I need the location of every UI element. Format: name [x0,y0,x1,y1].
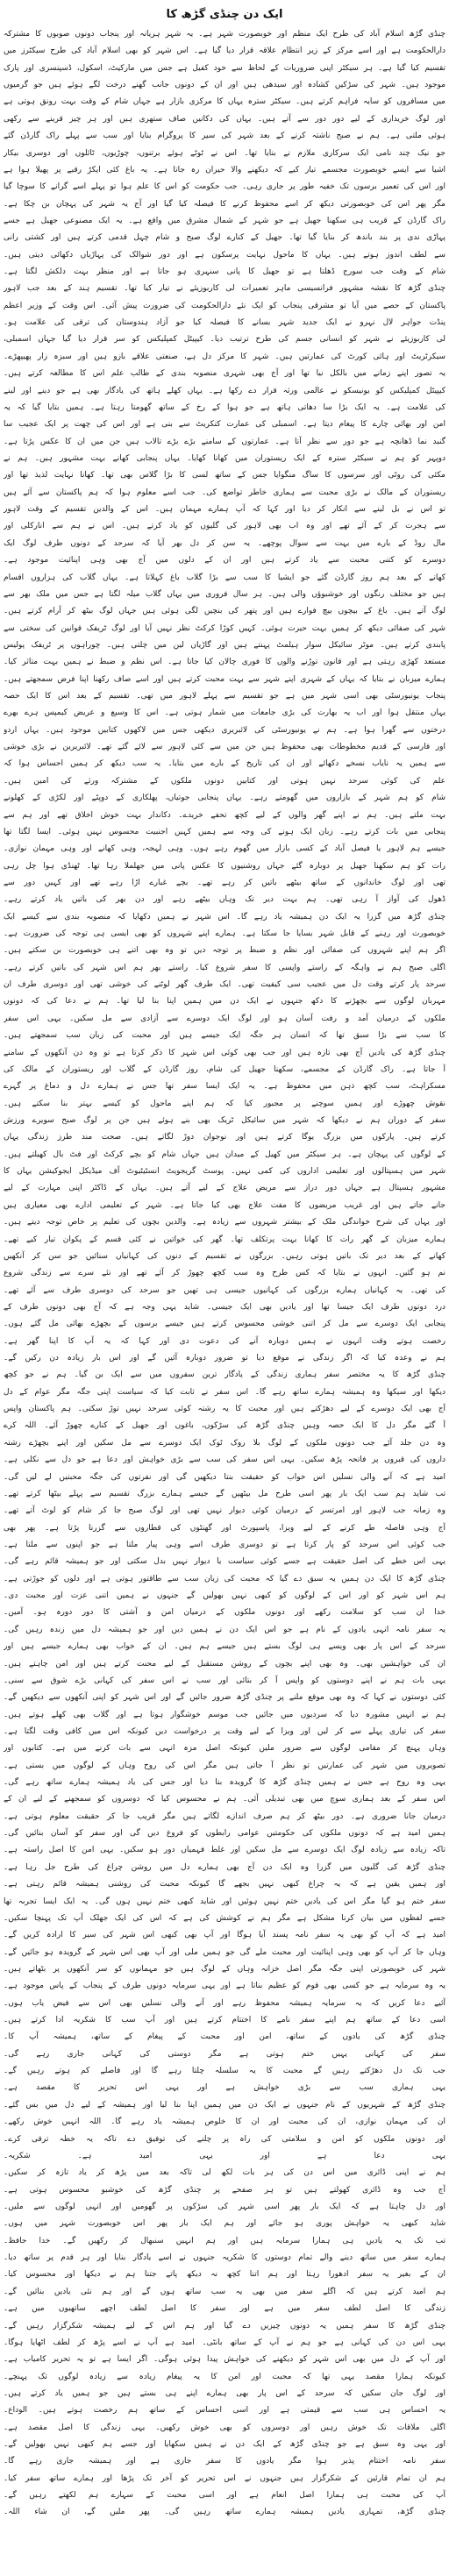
text-line: چنڈی گڑھ کا ایک دن ہمیں یہ سبق دے گیا کہ محبت کی زبان سب سے طاقتور ہوتی ہے اور دلوں کو جوڑتی ہے۔ [4,1574,445,1583]
text-line: سے ہجرت کر کے آئے تھے اور وہ اب بھی لاہور کی گلیوں کو یاد کرتے ہیں۔ اس نے ہم سے انارکلی اور [4,522,445,531]
text-line: ہم ان تمام قارئین کے شکرگزار ہیں جنہوں نے اس تحریر کو آخر تک پڑھا اور ہمارے ساتھ سفر کیا۔ [4,2473,445,2483]
text-line: ہم نے وعدہ کیا کہ اگر زندگی نے موقع دیا تو ضرور دوبارہ آئیں گے اور اس بار زیادہ دن رکیں گے۔ [4,1354,445,1363]
text-line: کی تھی۔ یہ کہانیاں ہمارے بزرگوں کی کہانیوں جیسی ہی تھیں جو سرحد کی دوسری طرف سے آئے تھے۔ [4,1285,445,1295]
text-line: یہی اس دن کی کہانی ہے جو ہم نے آپ کے ساتھ بانٹی۔ امید ہے آپ نے اسے پڑھ کر لطف اٹھایا ہوگا۔ [4,2338,445,2347]
text-line: کیونکہ ہمارا مقصد یہی تھا کہ محبت اور امن کا یہ پیغام زیادہ سے زیادہ لوگوں تک پہنچے۔ [4,2372,445,2381]
text-line: اگر ہم اپنے شہروں کی صفائی اور نظم و ضبط پر توجہ دیں تو وہ بھی اتنے ہی خوبصورت بن سکتے ہیں۔ [4,946,445,956]
text-line: راک گارڈن کے قریب ہی سکھنا جھیل ہے جو شہر کے شمال مشرق میں واقع ہے۔ یہ ایک مصنوعی جھیل ہے جسے [4,216,445,225]
text-line: چنڈی گڑھ کی یادیں آج بھی تازہ ہیں اور جب بھی کوئی اس شہر کا ذکر کرتا ہے تو وہ دن آنکھوں کے سامنے [4,1048,445,1057]
text-line: اور ہمیں یقین ہے کہ یہ چراغ کبھی نہیں بجھے گا کیونکہ محبت کی روشنی ہمیشہ قائم رہتی ہے۔ [4,1880,445,1889]
text-line: کا سب سے بڑا سبق تھا کہ انسان ہر جگہ ایک جیسے ہیں اور محبت کی زبان سب سمجھتے ہیں۔ [4,1031,445,1041]
text-line: اور لوگ خریداری کے لیے دور دور سے آتے ہیں۔ یہاں کی دکانیں صاف ستھری ہیں اور ہر چیز قرینے سے رکھی [4,114,445,124]
text-line: میں مسافروں کو سایہ فراہم کرتے ہیں۔ سیکٹر سترہ یہاں کا مرکزی بازار ہے جہاں شام کے وقت بہت رونق ہوتی ہے [4,97,445,107]
text-line: شام کو ہم شہر کے بازاروں میں گھومتے رہے۔ یہاں پنجابی جوتیاں، پھلکاری کے دوپٹے اور لکڑی کے کھلونے [4,793,445,803]
text-line: آپ کی محبت ہی ہمارا اصل انعام ہے اور اسی محبت کے سہارے ہم لکھتے رہیں گے۔ [4,2491,445,2501]
text-line: آ جاتا ہے۔ راک گارڈن کے مجسمے، سکھنا جھیل کی شام، روز گارڈن کے گلاب اور ریستوران کے مالک کی [4,1064,445,1074]
text-line: سفر کے دوران ہم نے دیکھا کہ شہر میں سائیکل ٹریک بھی بنے ہوئے ہیں جن پر لوگ صبح سویرے ورزش [4,1116,445,1125]
text-line: کھانے کے بعد دیر تک باتیں ہوتی رہیں۔ بزرگوں نے تقسیم کے دنوں کی کہانیاں سنائیں جو سن کر آنکھیں [4,1251,445,1261]
text-line: تصویروں میں شہر کی عمارتیں تو نظر آ جاتی ہیں مگر اس کی روح وہاں کے لوگوں میں بستی ہے۔ [4,1761,445,1770]
text-line: پاکستان کے حصے میں آیا تو مشرقی پنجاب کو ایک نئے دارالحکومت کی ضرورت پیش آئی۔ اس وقت کے وزیر اعظم [4,301,445,310]
text-line: اس سفر کے بعد ہماری سوچ میں بھی تبدیلی آئی۔ ہم نے محسوس کیا کہ دوسروں کو سمجھنے کے لیے ان کے [4,1795,445,1804]
text-line: بہت ملتے ہیں۔ ہم نے اپنے گھر والوں کے لیے کچھ تحفے خریدے۔ دکاندار بہت خوش اخلاق تھے اور ہم سے [4,810,445,820]
text-line: کئی دوستوں نے کہا کہ وہ بھی موقع ملنے پر چنڈی گڑھ ضرور جائیں گے اور اس شہر کو اپنی آنکھوں سے دیکھیں گے۔ [4,1693,445,1703]
text-line: تاکہ زیادہ سے زیادہ لوگ ایک دوسرے سے مل سکیں اور غلط فہمیاں دور ہو سکیں۔ یہی امن کا اصل راستہ ہے۔ [4,1846,445,1855]
text-line: آج بھی ایک دوسرے کے لیے دھڑکتے ہیں اور محبت کا یہ رشتہ کوئی سرحد نہیں توڑ سکتی۔ ہم پاکستان واپس [4,1405,445,1414]
text-line: یہی بات ہم نے اپنے دوستوں کو واپس آ کر بتائی اور سب نے اس سفر کی کہانی بڑے شوق سے سنی۔ [4,1676,445,1685]
text-line: اگلی صبح ہم نے واہگہ کے راستے واپسی کا سفر شروع کیا۔ راستے بھر ہم اس شہر کی باتیں کرتے رہے۔ [4,963,445,972]
text-line: دوسرے کو کتنی محبت سے یاد کرتے ہیں اور ان کے دلوں میں آج بھی وہی اپنائیت موجود ہے۔ [4,556,445,566]
text-line: درمیان جانا ضروری ہے۔ دور بیٹھ کر ہم صرف اندازے لگاتے ہیں مگر قریب جا کر حقیقت معلوم ہوتی ہے۔ [4,1811,445,1821]
text-line: اور اس کی تعمیر برسوں تک خفیہ طور پر جاری رہی۔ جب حکومت کو اس کا علم ہوا تو پہلے اسے گرانے کا سوچا گیا [4,182,445,192]
text-line: جیسے ہم لاہور یا فیصل آباد کے کسی بازار میں گھوم رہے ہوں۔ وہی لہجہ، وہی کھانے اور وہی مہمان نوازی۔ [4,844,445,854]
text-line: یہاں منتقل ہوا اور اب یہ بھارت کی بڑی جامعات میں شمار ہوتی ہے۔ اس کا وسیع و عریض کیمپس ہرے بھرے [4,708,445,718]
text-line: شام کے وقت جب سورج ڈھلتا ہے تو جھیل کا پانی سنہری ہو جاتا ہے اور منظر بہت دلکش لگتا ہے۔ [4,267,445,277]
text-line: آج جب وہ ڈائری کھولتے ہیں تو ہر صفحے پر چنڈی گڑھ کی خوشبو محسوس ہوتی ہے۔ [4,2185,445,2195]
text-line: مہربان لوگوں سے بچھڑنے کا دکھ جنہوں نے ایک دن میں ہمیں اپنا بنا لیا تھا۔ ہم نے دعا کی کہ دونوں [4,997,445,1007]
text-line: یہی وہ روح ہے جس نے ہمیں چنڈی گڑھ کا گرویدہ بنا دیا اور جس کی یاد ہمیشہ ہمارے ساتھ رہے گی۔ [4,1778,445,1788]
text-line: پنجابی ایک دوسرے سے مل کر اتنی خوشی محسوس کرتے ہیں جیسے برسوں کے بچھڑے بھائی مل گئے ہوں۔ [4,1320,445,1329]
column-body [4,26,445,2572]
text-line: جسے لفظوں میں بیان کرنا مشکل ہے مگر ہم نے کوشش کی ہے کہ اس کی ایک جھلک آپ تک پہنچا سکیں۔ [4,1913,445,1923]
text-line: سفر کی تیاری پہلے سے کر لیں اور ویزا کے لیے وقت پر درخواست دیں کیونکہ اس میں کافی وقت لگتا ہے۔ [4,1726,445,1736]
text-line: جب کوئی اس سرحد کو پار کرتا ہے تو دوسری طرف اسے وہی پیار ملتا ہے جو اپنوں سے ملتا ہے۔ [4,1540,445,1549]
text-line: علم کی کوئی سرحد نہیں ہوتی اور کتابیں دونوں ملکوں کے مشترکہ ورثے کی امین ہیں۔ [4,776,445,786]
text-line: درختوں سے گھرا ہوا ہے۔ ہم نے یونیورسٹی کی لائبریری دیکھی جس میں لاکھوں کتابیں موجود ہیں۔ یہاں اردو [4,725,445,735]
text-line: ہم نے اپنی ڈائری میں اس دن کی ہر بات لکھ لی تاکہ بعد میں پڑھ کر یاد تازہ کر سکیں۔ [4,2168,445,2178]
text-line: چنڈی گڑھ کا یہ مختصر سفر ہماری زندگی کے یادگار ترین سفروں میں سے ایک بن گیا۔ ہم نے جو کچھ [4,1370,445,1380]
text-line: مال روڈ کے بارے میں بہت سے سوال پوچھے۔ یہ سن کر دل بھر آیا کہ سرحد کے دونوں طرف لوگ ایک [4,538,445,548]
text-line: اور یہاں کی شرح خواندگی ملک کے بیشتر شہروں سے زیادہ ہے۔ والدین بچوں کی تعلیم پر خاص توجہ دیتے ہیں۔ [4,1218,445,1228]
text-line: مکئی کی روٹی اور سرسوں کا ساگ منگوایا جس کے ساتھ لسی کا بڑا گلاس بھی تھا۔ کھانا نہایت لذیذ تھا اور [4,471,445,480]
text-line: یہ احساس ہی سب سے قیمتی ہے اور اسی احساس کے ساتھ ہم رخصت ہوتے ہیں۔ الوداع۔ [4,2406,445,2416]
text-line: اشیا سے ایسے خوبصورت مجسمے تیار کیے کہ دیکھنے والا حیران رہ جاتا ہے۔ یہ باغ کئی ایکڑ رقبے پر پھیلا ہوا ہے [4,165,445,174]
text-line: وہاں جا کر آپ کو بھی وہی اپنائیت اور محبت ملے گی جو ہمیں ملی اور آپ بھی اس شہر کے گرویدہ ہو جائیں گے۔ [4,1947,445,1957]
text-line: سفر نامہ اختتام پذیر ہوا مگر یادوں کا سفر جاری ہے اور ہمیشہ جاری رہے گا۔ [4,2457,445,2466]
text-line: کرتے ہیں۔ پارکوں میں بزرگ یوگا کرتے ہیں اور نوجوان دوڑ لگاتے ہیں۔ صحت مند طرز زندگی یہاں [4,1133,445,1142]
text-line: تب شاید ہم سب ایک بار پھر اسی طرح مل بیٹھیں گے جیسے ہمارے بزرگ تقسیم سے پہلے بیٹھا کرتے تھے۔ [4,1489,445,1498]
text-line: تب تک یہ یادیں ہی ہمارا سرمایہ ہیں اور ہم انہیں سنبھال کر رکھیں گے۔ خدا حافظ۔ [4,2236,445,2245]
text-line: تو اس نے بل لینے سے انکار کر دیا اور کہا کہ آپ ہمارے مہمان ہیں۔ اس کے والدین تقسیم کے وقت لاہور [4,505,445,515]
text-line: جب تک دل دھڑکتے رہیں گے محبت کا یہ سلسلہ چلتا رہے گا اور فاصلے کم ہوتے رہیں گے۔ [4,2067,445,2076]
text-line: وہ دن جلد آئے جب دونوں ملکوں کے لوگ بلا روک ٹوک ایک دوسرے سے مل سکیں اور اپنے بچھڑے رشتہ [4,1438,445,1448]
text-line: اسی دعا کے ساتھ ہم اپنے سفر نامے کا اختتام کرتے ہیں اور آپ سب کا شکریہ ادا کرتے ہیں۔ [4,2016,445,2025]
text-line: ہم اس شہر کو اور اس کے لوگوں کو کبھی نہیں بھولیں گے جنہوں نے ہمیں اتنی عزت اور محبت دی۔ [4,1591,445,1601]
text-line: یہی اس خطے کی اصل حقیقت ہے جسے کوئی سیاست یا دیوار نہیں بدل سکتی اور جو ہمیشہ قائم رہے گی۔ [4,1557,445,1567]
text-line: سرحد کے اس پار بھی ویسے ہی لوگ بستے ہیں جیسے ہم ہیں۔ ان کے خواب بھی ہمارے جیسے ہیں اور [4,1642,445,1652]
text-line: ہوئی ملتی ہے۔ ہم نے صبح ناشتہ کرنے کے بعد شہر کی سیر کا پروگرام بنایا اور سب سے پہلے راک گارڈن گئے [4,132,445,141]
text-line: اگلی ملاقات تک خوش رہیں اور دوسروں کو بھی خوش رکھیں۔ یہی زندگی کا اصل مقصد ہے۔ [4,2423,445,2432]
text-line: کیپیٹل کمپلیکس کو یونیسکو نے عالمی ورثہ قرار دے رکھا ہے۔ یہاں کھلے ہاتھ کی یادگار بھی ہے جو دینے اور لینے [4,386,445,395]
text-line: آئیے دعا کریں کہ یہ سرمایہ ہمیشہ محفوظ رہے اور آنے والی نسلیں بھی اس سے فیض یاب ہوں۔ [4,1998,445,2008]
text-line: مستعد کھڑی رہتی ہے اور قانون توڑنے والوں کا فوری چالان کیا جاتا ہے۔ اس نظم و ضبط نے ہمیں بہت متاثر کیا۔ [4,658,445,667]
text-line: دارالحکومت ہے اور اسے مرکز کے زیر انتظام علاقہ قرار دیا گیا ہے۔ اس شہر کو بھی اسلام آباد کی طرح سیکٹرز میں [4,46,445,56]
text-line: رخصت ہوتے وقت انہوں نے ہمیں دوبارہ آنے کی دعوت دی اور کہا کہ یہ آپ کا اپنا گھر ہے۔ [4,1336,445,1346]
text-line: یہ وہ سرمایہ ہے جو کسی بھی قوم کو عظیم بناتا ہے اور یہی سرمایہ دونوں طرف کے پنجاب کے پاس موجود ہے۔ [4,1982,445,1991]
text-line: سیکرٹریٹ اور ہائی کورٹ کی عمارتیں ہیں۔ شہر کا مرکز دل ہے، صنعتی علاقے بازو ہیں اور سبزہ زار پھیپھڑے۔ [4,352,445,361]
text-line: ہم امید کرتے ہیں کہ اگلے سفر میں بھی یہ سب ساتھ ہوں گے اور ہم نئی یادیں بنائیں گے۔ [4,2287,445,2296]
text-line: چنڈی گڑھ کے شہریوں کے نام جنہوں نے ایک دن میں ہمیں اپنا بنا لیا اور ہمیشہ کے لیے دل میں بس گئے۔ [4,2100,445,2110]
text-line: یہی دعا ہے اور یہی امید ہے۔ شکریہ۔ [4,2151,445,2160]
text-line: سے لطف اندوز ہوتے ہیں۔ یہاں کا ماحول نہایت پرسکون ہے اور دور شوالک کی پہاڑیاں دکھائی دیتی ہیں۔ [4,250,445,260]
text-line: تھی اور لوگ خاندانوں کے ساتھ بیٹھے باتیں کر رہے تھے۔ بچے غبارے اڑا رہے تھے اور کہیں دور سے [4,878,445,887]
text-line: اور دونوں ملکوں کو امن و سلامتی کی راہ پر چلنے کی توفیق دے تاکہ یہ خطہ ترقی کرے۔ [4,2134,445,2144]
text-line: چنڈی گڑھ کا نقشہ مشہور فرانسیسی ماہر تعمیرات لی کاربوزیئے نے تیار کیا تھا۔ تقسیم ہند کے بعد جب لاہور [4,284,445,294]
text-line: نم ہو گئیں۔ انہوں نے بتایا کہ کس طرح وہ سب کچھ چھوڑ کر آئے تھے اور نئے سرے سے زندگی شروع [4,1269,445,1278]
text-line: امن اور بھائی چارے کا پیغام دیتا ہے۔ اسمبلی کی عمارت کنکریٹ سے بنی ہے اور اس کی چھت پر ایک عجیب سا [4,420,445,430]
text-line: ریستوران کے مالک نے بڑی محبت سے ہماری خاطر تواضع کی۔ جب اسے معلوم ہوا کہ ہم پاکستان سے آئے ہیں [4,487,445,497]
text-line: یہ تصور اپنے زمانے میں بالکل نیا تھا اور آج بھی شہری منصوبہ بندی کے طالب علم اس کا مطالعہ کرتے ہیں۔ [4,369,445,379]
text-line: پنڈت جواہر لال نہرو نے ایک جدید شہر بسانے کا فیصلہ کیا جو آزاد ہندوستان کی ترقی کی علامت ہو۔ [4,318,445,328]
text-line: اور لوگ جان سکیں کہ سرحد کے اس پار بھی ہمارے اپنے ہی بستے ہیں جو ہمیں یاد کرتے ہیں۔ [4,2388,445,2398]
text-line: شہر میں ہسپتالوں اور تعلیمی اداروں کی کمی نہیں۔ پوسٹ گریجویٹ انسٹیٹیوٹ آف میڈیکل ایجوکیشن یہاں کا [4,1167,445,1177]
text-line: ہمیں امید ہے کہ دونوں ملکوں کی حکومتیں عوامی رابطوں کو فروغ دیں گی اور سفر کو آسان بنائیں گی۔ [4,1829,445,1839]
text-line: اور یہی وہ سبق ہے جو چنڈی گڑھ کے ایک دن نے ہمیں سکھایا اور جسے ہم کبھی نہیں بھولیں گے۔ [4,2440,445,2450]
text-line: امید ہے کہ آپ کو بھی یہ سفر نامہ پسند آیا ہوگا اور آپ بھی کبھی اس شہر کی سیر کا ارادہ کریں گے۔ [4,1931,445,1940]
text-line: درد دونوں طرف ایک جیسا تھا اور یادیں بھی ایک جیسی۔ شاید یہی وجہ ہے کہ آج بھی دونوں طرف کے [4,1302,445,1312]
text-line: کی علامت ہے۔ یہ ایک بڑا سا دھاتی ہاتھ ہے جو ہوا کے رخ کے ساتھ گھومتا رہتا ہے۔ ہمیں بتایا گیا کہ یہ [4,402,445,412]
text-line: گنبد نما ڈھانچہ ہے جو دور سے نظر آتا ہے۔ عمارتوں کے سامنے بڑے بڑے تالاب ہیں جن میں ان کا عکس پڑتا ہے۔ [4,437,445,446]
text-line: چنڈی گڑھ کا سفر ہمیں یہ دونوں چیزیں دے گیا اور ہم اس کے لیے ہمیشہ شکرگزار رہیں گے۔ [4,2321,445,2330]
text-line: اور دل چاہتا ہے کہ ایک بار پھر اسی شہر کی سڑکوں پر گھومیں اور انہی لوگوں سے ملیں۔ [4,2202,445,2211]
text-line: سرحد پار کرتے وقت دل میں عجیب سی کیفیت تھی۔ ایک طرف گھر لوٹنے کی خوشی تھی اور دوسری طرف ان [4,980,445,990]
text-line: ہم نے انہیں مشورہ دیا کہ سردیوں میں جائیں جب موسم خوشگوار ہوتا ہے اور گلاب بھی کھلے ہوتے ہیں۔ [4,1710,445,1719]
text-line: یہی ہماری سب سے بڑی خواہش ہے اور یہی اس تحریر کا مقصد ہے۔ [4,2083,445,2093]
text-line: دیکھا اور سیکھا وہ ہمیشہ ہمارے ساتھ رہے گا۔ اس سفر نے ثابت کیا کہ سیاست اپنی جگہ مگر عوام کے دل [4,1387,445,1397]
text-line: پنجاب یونیورسٹی بھی اسی شہر میں ہے جو تقسیم سے پہلے لاہور میں تھی۔ تقسیم کے بعد اس کا ایک حصہ [4,692,445,701]
text-line: نقوش چھوڑے اور ہمیں سوچنے پر مجبور کیا کہ ہم اپنے ماحول کو کیسے بہتر بنا سکتے ہیں۔ [4,1099,445,1108]
text-line: چنڈی گڑھ، تمہاری یادیں ہمیشہ ہمارے ساتھ رہیں گی۔ پھر ملیں گے، ان شاء اللہ۔ [4,2508,445,2517]
text-line: خوبصورت اور رہنے کے قابل شہر بسایا جا سکتا ہے۔ ہمارے اپنے شہروں کو بھی ایسی ہی توجہ کی ضرورت ہے۔ [4,929,445,939]
text-line: ہیں جو مختلف رنگوں اور خوشبوؤں والی ہیں۔ ہر سال فروری میں یہاں گلاب میلہ لگتا ہے جس میں ملک بھر سے [4,589,445,599]
text-line: چنڈی گڑھ اسلام آباد کی طرح ایک منظم اور خوبصورت شہر ہے۔ یہ شہر ہریانہ اور پنجاب دونوں صوبوں کا مشترکہ [4,30,445,39]
text-line: جو نیک چند نامی ایک سرکاری ملازم نے بنایا تھا۔ اس نے ٹوٹے ہوئے برتنوں، چوڑیوں، ٹائلوں اور دوسری بیکار [4,148,445,158]
text-line: مسکراہٹ، سب کچھ ذہن میں محفوظ ہے۔ یہ ایک ایسا سفر تھا جس نے ہمارے دل و دماغ پر گہرے [4,1082,445,1092]
text-line: سے ہمیں یہ نایاب نسخے دکھائے اور ان کی تاریخ کے بارے میں بتایا۔ یہ سب دیکھ کر ہمیں احساس ہوا کہ [4,759,445,769]
text-line: ہمارے سفر میں ساتھ دینے والے تمام دوستوں کا شکریہ جنہوں نے اسے یادگار بنایا اور ہر قدم پر ساتھ دیا۔ [4,2253,445,2263]
text-line: مشہور ہسپتال ہے جہاں دور دراز سے مریض علاج کے لیے آتے ہیں۔ یہاں کے ڈاکٹر اپنی مہارت کے لیے [4,1184,445,1193]
text-line: پابندی کرتے ہیں۔ موٹر سائیکل سوار ہیلمٹ پہنتے ہیں اور گاڑیاں لین میں چلتی ہیں۔ چوراہوں پر ٹریفک پولیس [4,640,445,650]
text-line: چنڈی گڑھ میں گزرا یہ ایک دن ہمیشہ یاد رہے گا۔ اس شہر نے ہمیں دکھایا کہ منصوبہ بندی سے کیسے ایک [4,912,445,922]
text-line: کے لوگوں کی پہچان ہے۔ ہر سیکٹر میں کھیل کے میدان ہیں جہاں شام کو بچے کرکٹ اور فٹ بال کھیلتے ہیں۔ [4,1149,445,1159]
text-line: کھانے کے بعد ہم روز گارڈن گئے جو ایشیا کا سب سے بڑا گلاب باغ کہلاتا ہے۔ یہاں گلاب کی ہزاروں اقسام [4,573,445,582]
text-line: وہ زمانہ جب لاہور اور امرتسر کے درمیان کوئی دیوار نہیں تھی اور لوگ صبح جا کر شام کو لوٹ آتے تھے۔ [4,1506,445,1516]
text-line: امید ہے کہ آنے والی نسلیں اس خواب کو حقیقت بنتا دیکھیں گی اور نفرتوں کی جگہ محبتیں لے لیں گی۔ [4,1472,445,1482]
text-line: داروں کی قبروں پر فاتحہ پڑھ سکیں۔ یہی اس سفر کی سب سے بڑی خواہش اور دعا ہے جو دل سے نکلی ہے۔ [4,1455,445,1465]
text-line: پنجابی میں بات کرتے رہے۔ زبان ایک ہونے کی وجہ سے ہمیں کہیں اجنبیت محسوس نہیں ہوئی۔ ایسا لگتا تھا [4,827,445,836]
text-line: شہر کی صفائی دیکھ کر ہمیں بہت حیرت ہوئی۔ کہیں کوڑا کرکٹ نظر نہیں آیا اور لوگ ٹریفک قوانین کی سختی سے [4,623,445,633]
text-line: لی کاربوزیئے نے شہر کو انسانی جسم کی طرح ترتیب دیا۔ کیپیٹل کمپلیکس کو سر قرار دیا گیا جہاں اسمبلی، [4,335,445,345]
text-line: خدا ان سب کو سلامت رکھے اور دونوں ملکوں کے درمیان امن و آشتی کا دور دورہ ہو۔ آمین۔ [4,1608,445,1618]
text-line: آ گئے مگر دل کا ایک حصہ وہیں چنڈی گڑھ کی سڑکوں، باغوں اور جھیل کے کنارے چھوڑ آئے۔ اللہ کرے [4,1421,445,1431]
text-line: زندگی کا اصل لطف سفر میں ہے اور سفر کا اصل لطف اچھے ساتھیوں میں ہے۔ [4,2304,445,2314]
text-line: تقسیم کیا گیا ہے۔ ہر سیکٹر اپنی ضروریات کے لحاظ سے خود کفیل ہے جس میں مارکیٹ، اسکول، ڈسپنسری اور پارک [4,63,445,73]
text-line: سفر کی کہانی یہیں ختم ہوتی ہے مگر دوستی کی کہانی جاری رہے گی۔ [4,2049,445,2059]
text-line: دوپہر کو ہم نے سیکٹر سترہ کے ایک ریستوران میں کھانا کھایا۔ یہاں پنجابی کھانے بہت مشہور ہیں۔ ہم نے [4,453,445,463]
text-line: اور آپ کے دل میں بھی اس شہر کو دیکھنے کی خواہش پیدا ہوئی ہوگی۔ اگر ایسا ہے تو یہ تحریر کامیاب ہے۔ [4,2355,445,2365]
text-line: شہر کی خوبصورتی اپنی جگہ مگر اصل خزانہ وہاں کے لوگ ہیں جو مہمانوں کو سر آنکھوں پر بٹھاتے ہیں۔ [4,1964,445,1974]
text-line: ان کی مہمان نوازی، ان کی محبت اور ان کا خلوص ہمیشہ یاد رہے گا۔ اللہ انہیں خوش رکھے۔ [4,2117,445,2127]
text-line: اور فارسی کے قدیم مخطوطات بھی محفوظ ہیں جن میں سے کئی لاہور سے لائے گئے تھے۔ لائبریرین نے بڑی خوشی [4,743,445,752]
text-line: آج وہی فاصلہ طے کرنے کے لیے ویزا، پاسپورٹ اور گھنٹوں کی قطاروں سے گزرنا پڑتا ہے۔ پھر بھی [4,1523,445,1533]
text-line: شاید کبھی یہ خواہش پوری ہو جائے اور ہم ایک بار پھر اس خوبصورت شہر میں ہوں۔ [4,2219,445,2229]
text-line: چنڈی گڑھ کی یادوں کے ساتھ، امن اور محبت کے پیغام کے ساتھ، ہمیشہ آپ کا۔ [4,2032,445,2042]
text-line: موجود ہیں۔ شہر کی سڑکیں کشادہ اور سیدھی ہیں اور ان کے دونوں جانب گھنے درخت لگے ہوئے ہیں جو گرمیوں [4,81,445,90]
text-line: جانے جاتے ہیں اور غریب مریضوں کا مفت علاج بھی کیا جاتا ہے۔ شہر کے تعلیمی ادارے بھی معیاری ہیں [4,1200,445,1210]
text-line: ان کی خواہشیں بھی۔ وہ بھی اپنے بچوں کے روشن مستقبل کے لیے محنت کرتے ہیں اور امن چاہتے ہیں۔ [4,1659,445,1669]
column-title: ایک دن چنڈی گڑھ کا [166,8,283,21]
text-line: مگر پھر اس کی خوبصورتی دیکھ کر اسے محفوظ کرنے کا فیصلہ کیا گیا اور آج یہ شہر کی پہچان بن چکا ہے۔ [4,199,445,209]
text-line: پہاڑی ندی پر بند باندھ کر بنایا گیا تھا۔ جھیل کے کنارے لوگ صبح و شام چہل قدمی کرتے ہیں اور کشتی رانی [4,233,445,243]
text-line: چنڈی گڑھ کی گلیوں میں گزرا وہ ایک دن آج بھی ہمارے دل میں روشن چراغ کی طرح جل رہا ہے۔ [4,1862,445,1872]
text-line: لوگ آتے ہیں۔ باغ کے بیچوں بیچ فوارے ہیں اور پتھر کی بنچیں لگی ہوئی ہیں جہاں لوگ بیٹھ کر آرام کرتے ہیں۔ [4,607,445,616]
text-line: سفر ختم ہو گیا مگر اس کی یادیں ختم نہیں ہوئیں اور شاید کبھی ختم نہیں ہوں گی۔ یہ ایک ایسا تجربہ تھا [4,1896,445,1906]
text-line: ہمارے میزبان کے گھر رات کا کھانا بہت پرتکلف تھا۔ گھر کی خواتین نے کئی قسم کے پکوان تیار کیے تھے۔ [4,1235,445,1244]
text-line: رات کو ہم سکھنا جھیل پر دوبارہ گئے جہاں روشنیوں کا عکس پانی میں جھلملا رہا تھا۔ ٹھنڈی ہوا چل رہی [4,861,445,871]
text-line: وہاں پہنچ کر مقامی لوگوں سے ضرور ملیں کیونکہ اصل مزہ انہی سے بات کرنے میں ہے۔ کتابوں اور [4,1744,445,1754]
text-line: یہ سفر نامہ انہی یادوں کے نام ہے جو اس ایک دن نے ہمیں دیں اور جو ہمیشہ دل میں زندہ رہیں گی۔ [4,1625,445,1634]
text-line: ڈھول کی آواز آ رہی تھی۔ ہم بہت دیر تک وہاں بیٹھے رہے اور دن بھر کی باتیں یاد کرتے رہے۔ [4,895,445,905]
text-line: ان کے بغیر یہ سفر ادھورا رہتا اور ہم اتنا کچھ نہ دیکھ پاتے جتنا ہم نے دیکھا اور محسوس کیا۔ [4,2270,445,2280]
text-line: ہمارے میزبان نے بتایا کہ یہاں کے شہری اپنے شہر سے بہت محبت کرتے ہیں اور اسے صاف رکھنا اپنا فرض سمجھتے ہیں۔ [4,674,445,684]
text-line: ملکوں کے درمیان آمد و رفت آسان ہو اور لوگ ایک دوسرے سے آزادی سے مل سکیں۔ یہی اس سفر [4,1014,445,1023]
